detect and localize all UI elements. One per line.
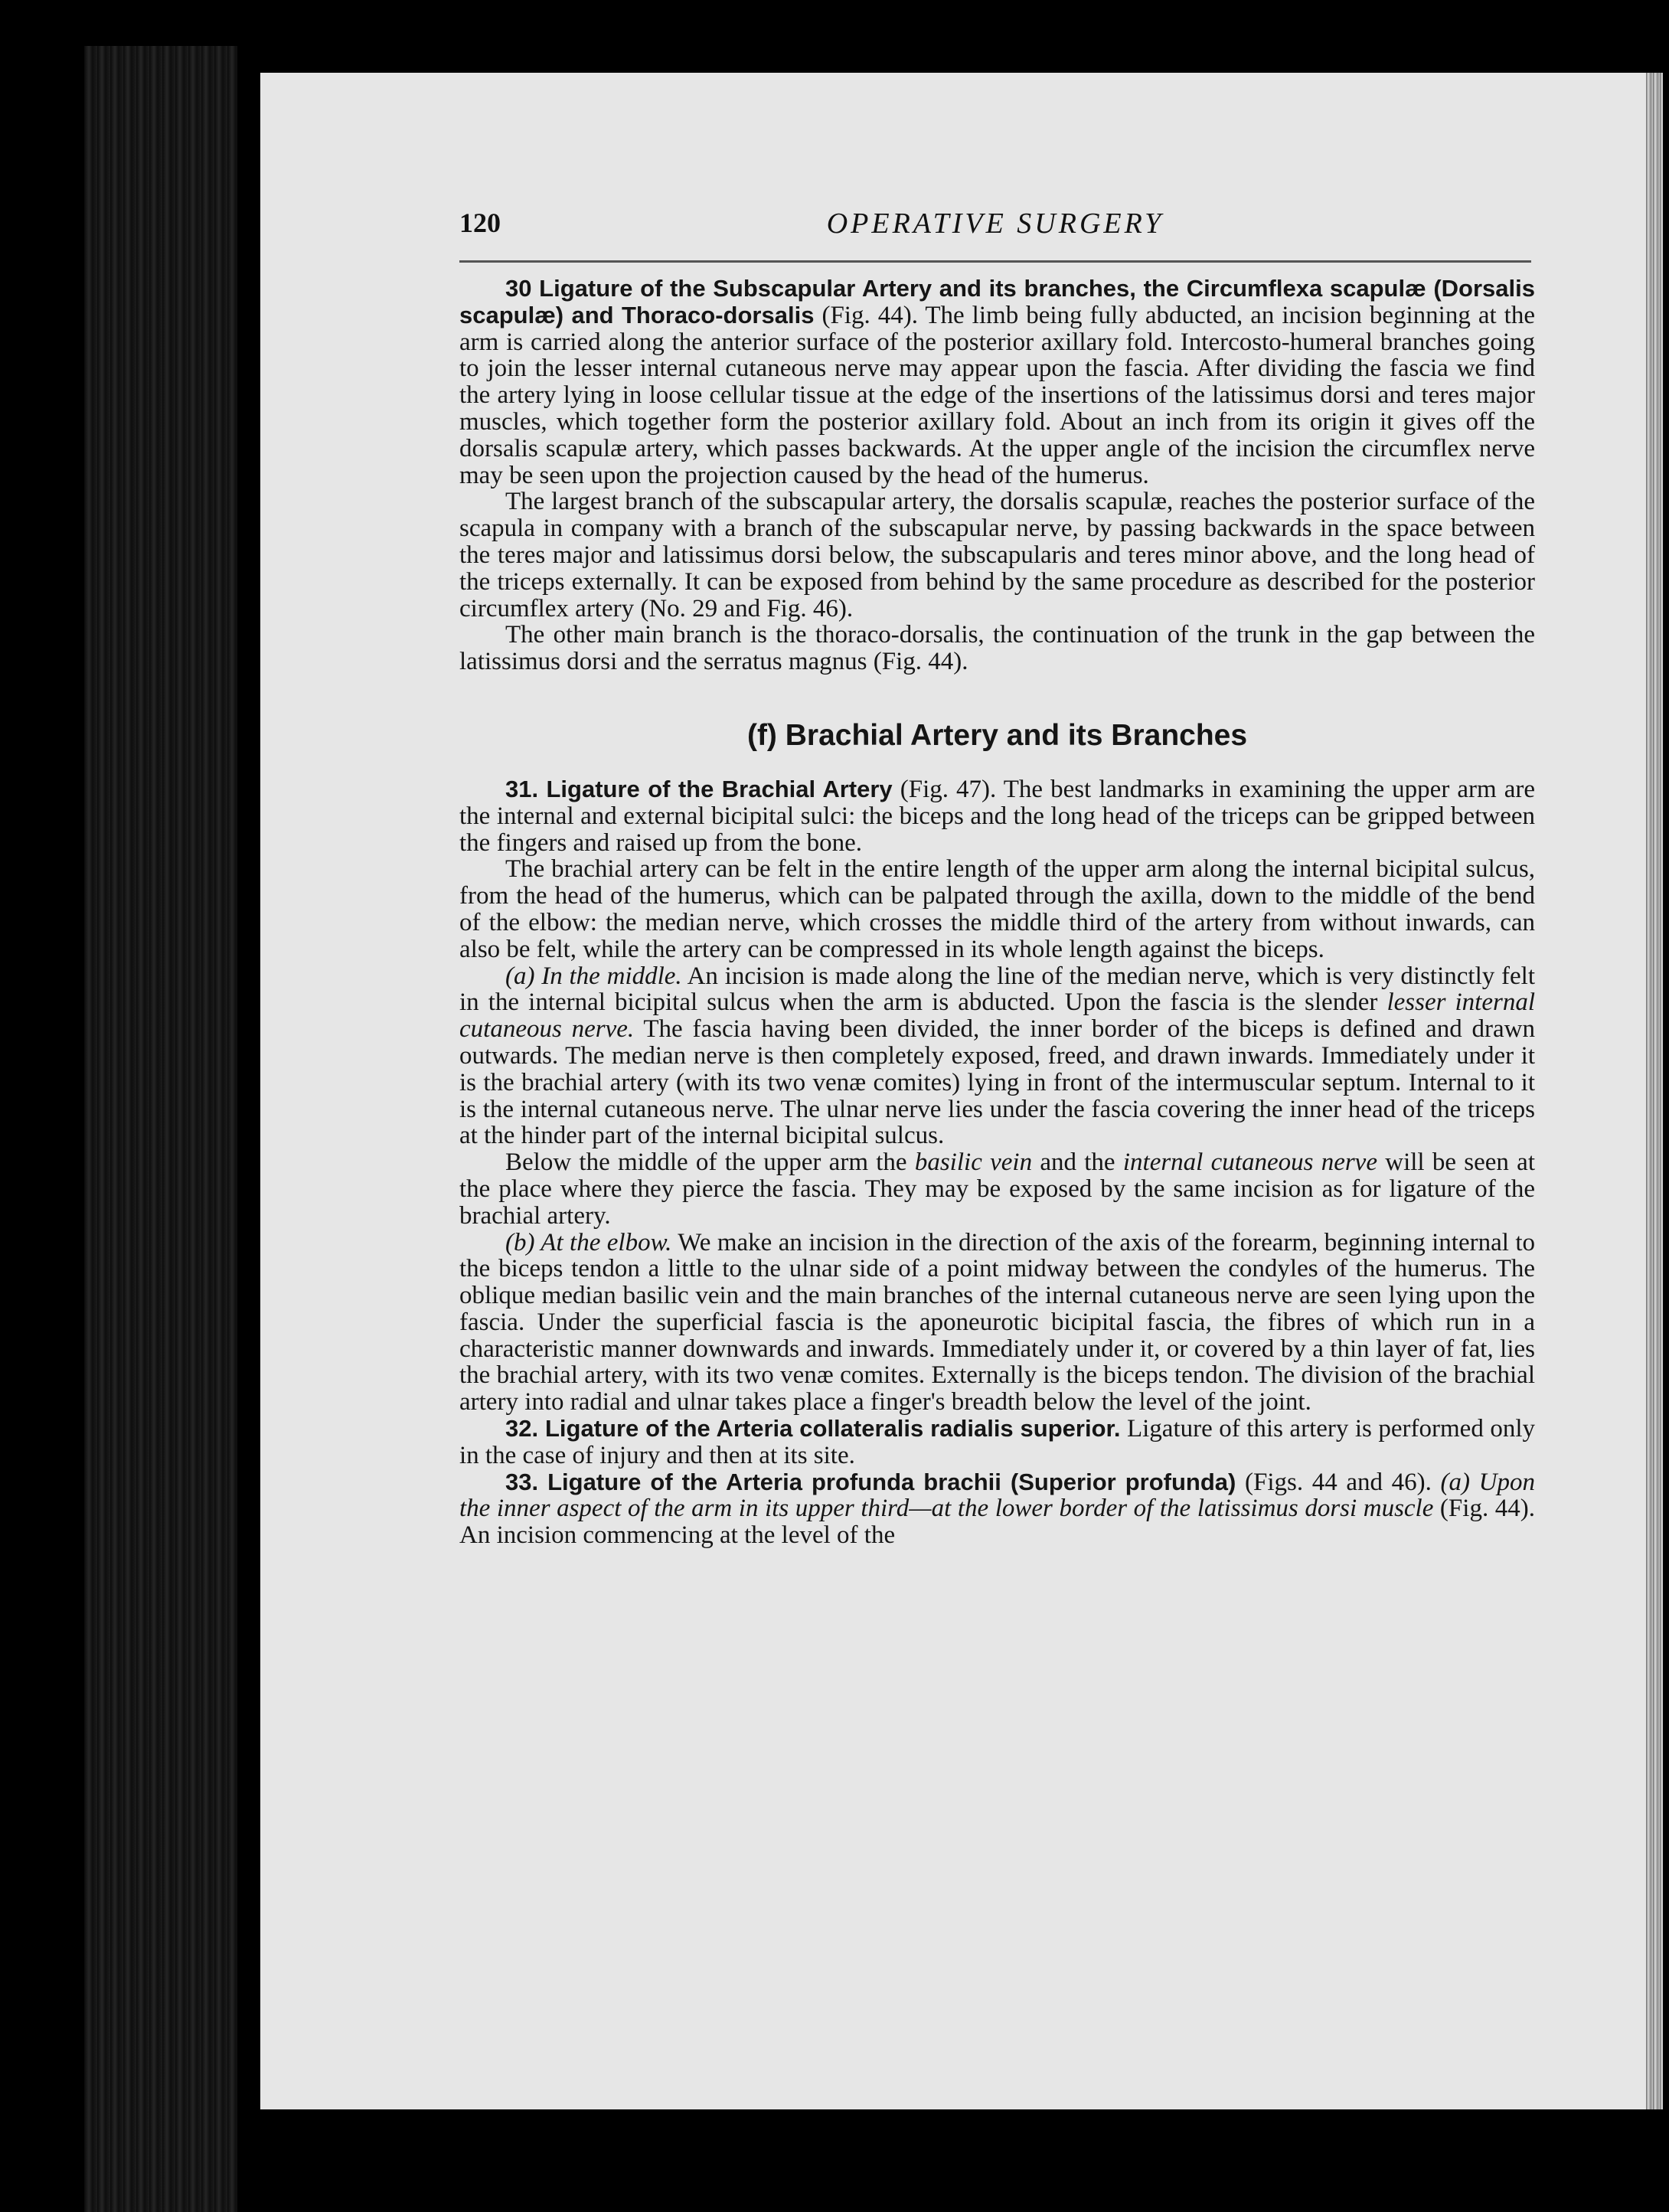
subsection-label: (a) In the middle.: [505, 962, 682, 990]
paragraph-text: The brachial artery can be felt in the entire length of the upper arm along the internal bicipital sulcus, from the head of the humerus, which can be palpated through the axilla, down to the middle of the bend of the elbow: the median nerve, which crosses the middle third of the artery from without inwards, can also be felt, while the artery can be compressed in its whole length against the biceps.: [459, 855, 1535, 963]
paragraph-lead: 30 Ligature of the Subscapular Artery and its branches, the Circumflexa scapulæ (Dorsalis scapulæ) and Thoraco-dorsalis: [459, 275, 1535, 328]
paragraph-text: The largest branch of the subscapular artery, the dorsalis scapulæ, reaches the posterior surface of the scapula in company with a branch of the subscapular nerve, by passing backwards in the space between the teres major and latissimus dorsi below, the subscapularis and teres minor above, and the long head of the triceps externally. It can be exposed from behind by the same procedure as described for the posterior circumflex artery (No. 29 and Fig. 46).: [459, 488, 1535, 622]
paragraph-32: [459, 1416, 1535, 1469]
paragraph-33: [459, 1469, 1535, 1549]
paragraph-31: [459, 776, 1535, 856]
paragraph-text: (Fig. 47). The best landmarks in examining the upper arm are the internal and external bicipital sulci: the biceps and the long head of the triceps can be gripped between the fingers and raised up from the bone.: [459, 775, 1535, 857]
page-header: [459, 207, 1531, 253]
italic-term: (a) Upon the inner aspect of the arm in its upper third—at the lower border of the latissimus dorsi muscle: [459, 1468, 1535, 1523]
running-title: OPERATIVE SURGERY: [826, 207, 1164, 240]
paragraph-text: The other main branch is the thoraco-dorsalis, the continuation of the trunk in the gap between the latissimus dorsi and the serratus magnus (Fig. 44).: [459, 621, 1535, 676]
italic-term: lesser internal cutaneous nerve.: [459, 988, 1536, 1044]
italic-term: internal cutaneous nerve: [1122, 1148, 1377, 1177]
header-rule: [459, 260, 1531, 263]
paragraph-text: Ligature of this artery is performed only in the case of injury and then at its site.: [459, 1415, 1535, 1469]
paragraph: [459, 488, 1535, 622]
paragraph-lead: 32. Ligature of the Arteria collateralis radialis superior.: [505, 1415, 1121, 1443]
paragraph-text: Below the middle of the upper arm the: [505, 1148, 915, 1177]
paragraph-text: An incision is made along the line of the median nerve, which is very distinctly felt in the internal bicipital sulcus when the arm is abducted. Upon the fascia is the slender: [459, 962, 1535, 1017]
paragraph-text: We make an incision in the direction of the axis of the forearm, beginning internal to the biceps tendon a little to the ulnar side of a point midway between the condyles of the humerus. The oblique median basilic vein and the main branches of the internal cutaneous nerve are seen lying upon the fascia. Under the superficial fascia is the aponeurotic bicipital fascia, the fibres of which run in a characteristic manner downwards and inwards. Immediately under it, or covered by a thin layer of fat, lies the brachial artery, with its two venæ comites. Externally is the biceps tendon. The division of the brachial artery into radial and ulnar takes place a finger's breadth below the level of the joint.: [459, 1228, 1535, 1416]
paragraph-30: [459, 276, 1535, 488]
section-heading: (f) Brachial Artery and its Branches: [746, 718, 1248, 752]
paragraph-a: [459, 963, 1535, 1150]
italic-term: basilic vein: [914, 1148, 1033, 1177]
subsection-label: (b) At the elbow.: [505, 1228, 672, 1256]
paragraph-text: (Fig. 44). The limb being fully abducted, an incision beginning at the arm is carried along the anterior surface of the posterior axillary fold. Intercosto-humeral branches going to join the lesser internal cutaneous nerve may appear upon the fascia. After dividing the fascia we find the artery lying in loose cellular tissue at the edge of the insertions of the latissimus dorsi and teres major muscles, which together form the posterior axillary fold. About an inch from its origin it gives off the dorsalis scapulæ artery, which passes backwards. At the upper angle of the incision the circumflex nerve may be seen upon the projection caused by the head of the humerus.: [459, 301, 1535, 489]
paragraph-text: The fascia having been divided, the inner border of the biceps is defined and drawn outwards. The median nerve is then completely exposed, freed, and drawn inwards. Immediately under it is the brachial artery (with its two venæ comites) lying in front of the intermuscular septum. Internal to it is the internal cutaneous nerve. The ulnar nerve lies under the fascia covering the inner head of the triceps at the hinder part of the internal bicipital sulcus.: [459, 1015, 1535, 1150]
paragraph: [459, 622, 1535, 675]
paragraph-text: (Figs. 44 and 46).: [1236, 1468, 1441, 1496]
page-edges: [1646, 73, 1663, 2109]
page-number: 120: [459, 207, 501, 238]
paragraph: [459, 1149, 1535, 1229]
body-text: [459, 276, 1535, 1549]
paragraph-text: will be seen at the place where they pierce the fascia. They may be exposed by the same incision as for ligature of the brachial artery.: [459, 1148, 1535, 1230]
paragraph-text: and the: [1032, 1148, 1123, 1177]
book-binding: [84, 46, 237, 2212]
paragraph-lead: 31. Ligature of the Brachial Artery: [505, 775, 893, 802]
paragraph: [459, 856, 1535, 962]
paragraph-lead: 33. Ligature of the Arteria profunda brachii (Superior profunda): [505, 1468, 1236, 1495]
paragraph-b: [459, 1230, 1535, 1416]
paragraph-text: (Fig. 44). An incision commencing at the level of the: [459, 1495, 1535, 1550]
